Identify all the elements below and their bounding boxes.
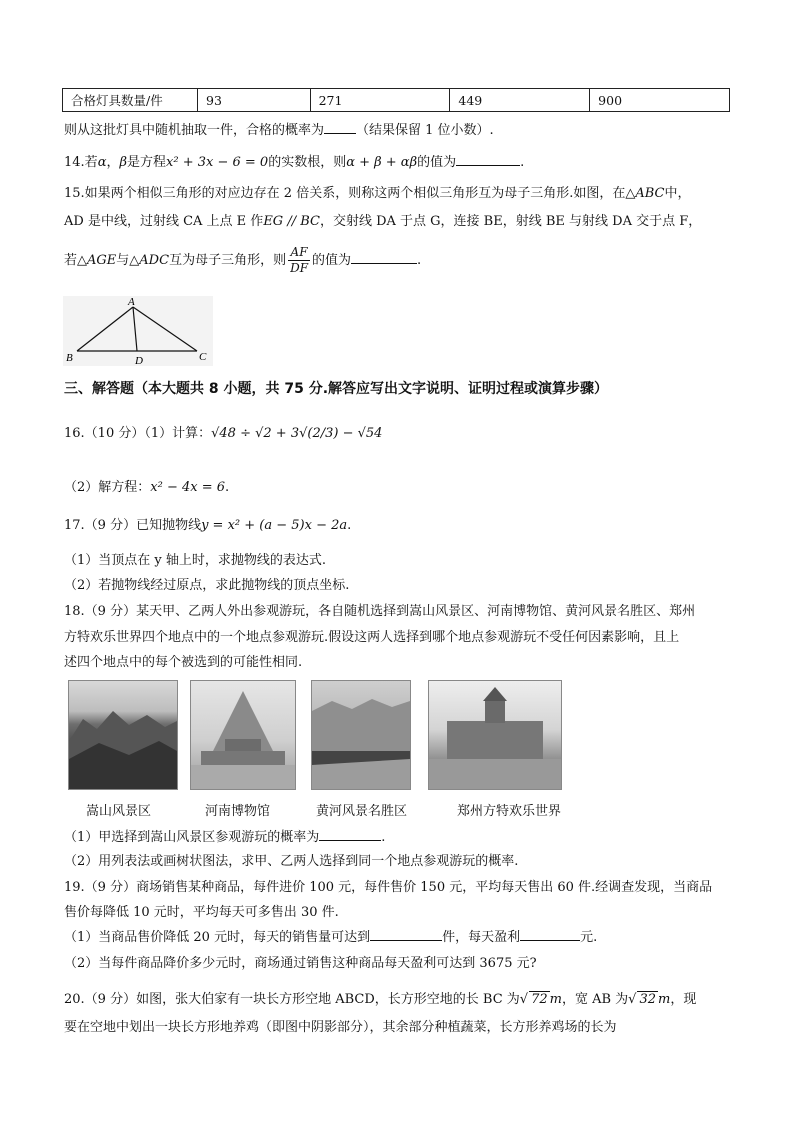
q18-line3: 述四个地点中的每个被选到的可能性相同. <box>64 655 303 670</box>
table-cell: 93 <box>198 89 311 112</box>
q16-text2: （2）解方程： <box>64 480 151 495</box>
q20-line1 <box>64 988 696 1007</box>
q15-triangle-age: △AGE <box>77 253 117 268</box>
q19-line1: 19.（9 分）商场销售某种商品，每件进价 100 元，每件售价 150 元，平均每天售出 60 件.经调查发现，当商品 <box>64 880 713 895</box>
q14-dot: . <box>520 155 525 170</box>
mountain-icon <box>69 681 177 789</box>
q18-part2: （2）用列表法或画树状图法，求甲、乙两人选择到同一个地点参观游玩的概率. <box>64 854 519 869</box>
fantawild-photo <box>428 680 562 790</box>
answer-blank <box>370 927 442 941</box>
q17-part2: （2）若抛物线经过原点，求此抛物线的顶点坐标. <box>64 578 350 593</box>
fraction-denominator: DF <box>290 261 309 275</box>
q15-text2: AD 是中线，过射线 CA 上点 E 作 <box>64 214 264 229</box>
q20-line2: 要在空地中划出一块长方形地养鸡（即图中阴影部分），其余部分种植蔬菜，长方形养鸡场的长为 <box>64 1020 617 1035</box>
q16-expression: √48 ÷ √2 + 3√(2/3) − √54 <box>211 426 383 441</box>
q14 <box>64 151 524 170</box>
q13-text-end: （结果保留 1 位小数）. <box>356 123 494 138</box>
q15-line2 <box>64 210 701 229</box>
q18-part1 <box>64 826 385 845</box>
section-3-heading: 三、解答题（本大题共 8 小题，共 75 分.解答应写出文字说明、证明过程或演算步骤） <box>64 381 609 397</box>
q20-text2: ，宽 AB 为 <box>561 992 629 1007</box>
q15-triangle: △ABC <box>625 186 665 201</box>
q20-bc-radicand: 72 <box>531 992 548 1007</box>
q15-line1 <box>64 182 691 201</box>
q20-ab-radicand: 32 <box>639 992 657 1007</box>
q16-part2 <box>64 476 229 495</box>
q19-part2: （2）当每件商品降价多少元时，商场通过销售这种商品每天盈利可达到 3675 元? <box>64 956 537 971</box>
q15-text7: 的值为 <box>312 253 352 268</box>
q14-text2: 的实数根，则 <box>268 155 347 170</box>
q19-text: （1）当商品售价降低 20 元时，每天的销售量可达到 <box>64 930 371 945</box>
q14-sep: ， <box>106 155 120 170</box>
henan-museum-photo <box>190 680 296 790</box>
q18-dot: . <box>381 830 386 845</box>
q20-unit: m <box>549 992 562 1007</box>
q17-equation: y = x² + (a − 5)x − 2a <box>201 518 348 533</box>
table-cell: 449 <box>450 89 590 112</box>
q18-text: （1）甲选择到嵩山风景区参观游玩的概率为 <box>64 830 320 845</box>
q15-line3 <box>64 244 421 278</box>
q15-text: 15.如果两个相似三角形的对应边存在 2 倍关系，则称这两个相似三角形互为母子三角形.如图，在 <box>64 186 626 201</box>
q15-parallel: EG // BC <box>263 214 320 229</box>
q16-equation: x² − 4x = 6 <box>150 480 226 495</box>
q14-equation: x² + 3x − 6 = 0 <box>166 155 269 170</box>
vertex-label-d: D <box>135 355 143 367</box>
q15-triangle-adc: △ADC <box>129 253 170 268</box>
answer-blank <box>351 250 417 264</box>
q14-beta: β <box>119 155 127 170</box>
q20-text: 20.（9 分）如图，张大伯家有一块长方形空地 ABCD，长方形空地的长 BC 为 <box>64 992 520 1007</box>
q15-text4: 若 <box>64 253 78 268</box>
museum-icon <box>191 681 295 789</box>
q15-dot: . <box>417 253 422 268</box>
q16-text: 16.（10 分）（1）计算： <box>64 426 212 441</box>
q16-part1 <box>64 422 382 441</box>
answer-blank <box>324 120 356 134</box>
q15-text5: 与 <box>116 253 130 268</box>
sqrt-symbol: √ <box>628 992 637 1007</box>
q17-part1: （1）当顶点在 y 轴上时，求抛物线的表达式. <box>64 553 327 568</box>
q17-dot: . <box>347 518 352 533</box>
answer-blank <box>456 152 520 166</box>
q20-unit: m <box>658 992 671 1007</box>
vertex-label-a: A <box>128 296 135 308</box>
songshan-photo <box>68 680 178 790</box>
q15-text-end: 中， <box>664 186 691 201</box>
af-df-fraction <box>288 245 310 276</box>
q19-text2: 件，每天盈利 <box>442 930 521 945</box>
table-cell: 合格灯具数量/件 <box>63 89 198 112</box>
caption-fantawild: 郑州方特欢乐世界 <box>457 804 562 819</box>
answer-blank <box>319 827 381 841</box>
caption-yellow-river: 黄河风景名胜区 <box>316 804 408 819</box>
vertex-label-b: B <box>66 352 73 364</box>
q15-text3: ，交射线 DA 于点 G，连接 BE，射线 BE 与射线 DA 交于点 F， <box>319 214 702 229</box>
q18-line2: 方特欢乐世界四个地点中的一个地点参观游玩.假设这两人选择到哪个地点参观游玩不受任何因素影响，且上 <box>64 630 680 645</box>
fraction-numerator: AF <box>288 245 310 261</box>
q14-text: 是方程 <box>127 155 167 170</box>
caption-songshan: 嵩山风景区 <box>86 804 152 819</box>
q14-text3: 的值为 <box>417 155 457 170</box>
q13-tail <box>64 119 494 138</box>
q19-part1 <box>64 926 597 945</box>
q17-text: 17.（9 分）已知抛物线 <box>64 518 202 533</box>
q19-line2: 售价每降低 10 元时，平均每天可多售出 30 件. <box>64 905 339 920</box>
q20-text3: ，现 <box>670 992 697 1007</box>
q15-text6: 互为母子三角形，则 <box>169 253 287 268</box>
caption-henan-museum: 河南博物馆 <box>205 804 271 819</box>
yellow-river-photo <box>311 680 411 790</box>
sqrt-symbol: √ <box>519 992 529 1007</box>
table-cell: 271 <box>310 89 450 112</box>
q18-line1: 18.（9 分）某天甲、乙两人外出参观游玩，各自随机选择到嵩山风景区、河南博物馆、黄河风景名胜区、郑州 <box>64 604 696 619</box>
answer-blank <box>520 927 580 941</box>
vertex-label-c: C <box>199 351 207 363</box>
q17-stem <box>64 514 351 533</box>
table-cell: 900 <box>590 89 730 112</box>
q13-text: 则从这批灯具中随机抽取一件，合格的概率为 <box>64 123 325 138</box>
q14-number: 14.若 <box>64 155 98 170</box>
q14-alpha: α <box>97 155 107 170</box>
q16-dot: . <box>225 480 230 495</box>
table-row <box>63 89 730 112</box>
q14-expression: α + β + αβ <box>346 155 418 170</box>
scenic-area-icon <box>312 681 410 789</box>
castle-icon <box>429 681 561 789</box>
triangle-figure <box>60 294 216 368</box>
qualified-lamps-table <box>62 88 730 112</box>
q19-text3: 元. <box>580 930 598 945</box>
